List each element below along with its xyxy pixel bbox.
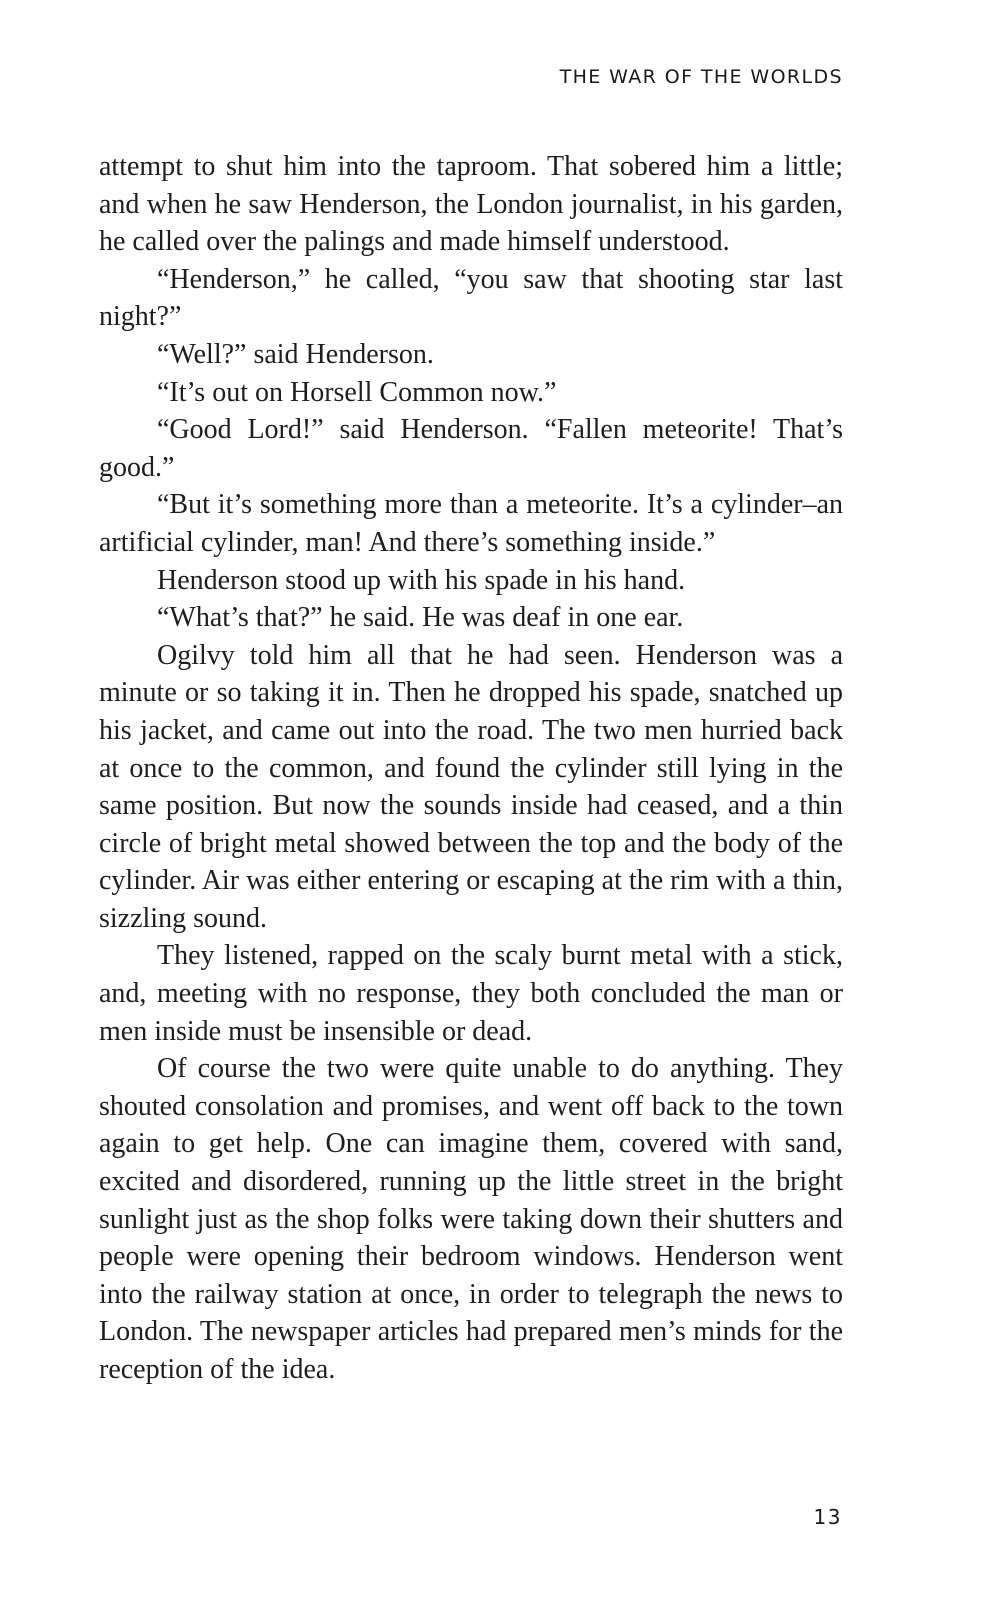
paragraph-10: They listened, rapped on the scaly burnt metal with a stick, and, meeting with no response, they both concluded the man or men inside must be insensible or dead. xyxy=(99,940,843,1047)
paragraph-3: “Well?” said Henderson. xyxy=(157,338,434,370)
paragraph-2: “Henderson,” he called, “you saw that shooting star last night?” xyxy=(99,263,843,333)
paragraph-1: attempt to shut him into the taproom. That sobered him a little; and when he saw Henderson, the London journalist, in his garden, he called over the palings and made himself understood. xyxy=(99,151,843,258)
paragraph-4: “It’s out on Horsell Common now.” xyxy=(157,376,557,408)
paragraph-7: Henderson stood up with his spade in his hand. xyxy=(157,564,686,596)
paragraph-6: “But it’s something more than a meteorite. It’s a cylinder–an artificial cylinder, man! And there’s something inside.” xyxy=(99,489,843,558)
running-head: THE WAR OF THE WORLDS xyxy=(559,66,843,88)
paragraph-11: Of course the two were quite unable to do anything. They shouted consolation and promises, and went off back to the town again to get help. One can imagine them, covered with sand, excited and disordered, running up the little street in the bright sunlight just as the shop folks were taking down their shutters and people were opening their bedroom windows. Henderson went into the railway station at once, in order to telegraph the news to London. The newspaper articles had prepared men’s minds for the reception of the idea. xyxy=(99,1053,843,1385)
body-text xyxy=(99,148,843,1389)
paragraph-9: Ogilvy told him all that he had seen. Henderson was a minute or so taking it in. Then he dropped his spade, snatched up his jacket, and came out into the road. The two men hurried back at once to the common, and found the cylinder still lying in the same position. But now the sounds inside had ceased, and a thin circle of bright metal showed between the top and the body of the cylinder. Air was either entering or escaping at the rim with a thin, sizzling sound. xyxy=(99,639,843,934)
paragraph-5: “Good Lord!” said Henderson. “Fallen meteorite! That’s good.” xyxy=(99,414,843,483)
page-number: 13 xyxy=(813,1505,842,1529)
paragraph-8: “What’s that?” he said. He was deaf in one ear. xyxy=(157,602,684,634)
